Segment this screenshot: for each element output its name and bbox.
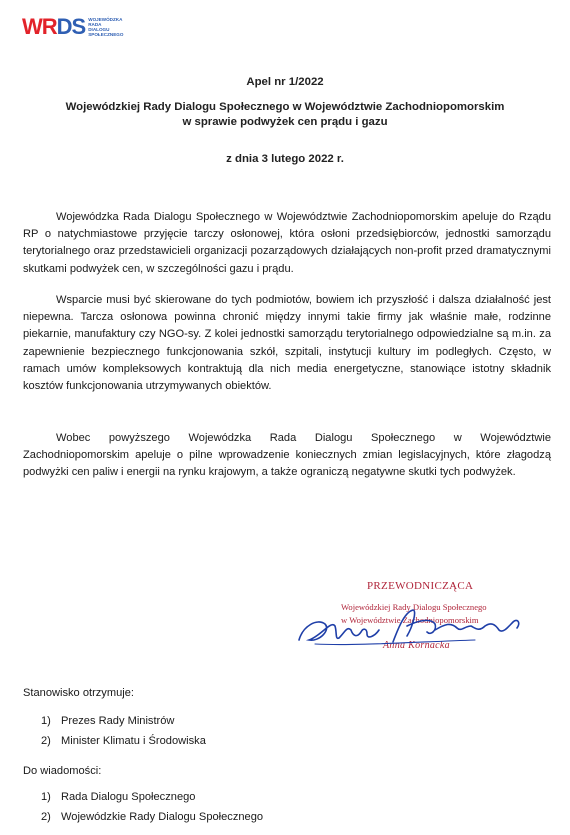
handwritten-signature [295,596,545,656]
list-item: 1) Prezes Rady Ministrów [41,715,175,727]
list-item: 2) Wojewódzkie Rady Dialogu Społecznego [41,811,264,823]
stamp-org-line2: w Województwie Zachodniopomorskim [341,615,479,625]
cc-title: Do wiadomości: [23,765,102,777]
paragraph-2: Wsparcie musi być skierowane do tych podmiotów, bowiem ich przyszłość i dalsza działalność jest niepewna. Tarcza osłonowa powinna chronić między innymi takie firmy jak właśnie małe, rodzinne piekarnie, manufaktury czy NGO-sy. Z kolei jednostki samorządu terytorialnego odpowiedzialne są m.in. za zapewnienie bezpiecznego funkcjonowania szkół, szpitali, instytucji kultury im podległych. Często, w ramach umów kompleksowych kontraktują dla nich media energetyczne, stanowiące istotny składnik kosztów funkcjonowania utrzymywanych obiektów. [23,294,551,393]
cc-list [41,787,263,827]
stamp-org-line1: Wojewódzkiej Rady Dialogu Społecznego [341,602,487,612]
list-item: 2) Minister Klimatu i Środowiska [41,735,206,747]
logo-text: WOJEWÓDZKA RADA DIALOGU SPOŁECZNEGO [88,16,124,38]
logo-mark: WRDS [22,14,86,39]
stamp-title: PRZEWODNICZĄCA [367,580,474,592]
paragraph-3: Wobec powyższego Wojewódzka Rada Dialogu Społecznego w Województwie Zachodniopomorskim apeluje o pilne wprowadzenie koniecznych zmian legislacyjnych, które złagodzą podwyżki cen paliw i energii na rynku krajowym, a także ograniczą negatywne skutki tych podwyżek. [23,432,551,479]
list-item: 1) Rada Dialogu Społecznego [41,791,196,803]
recipients-list [41,711,206,751]
document-title-line2: w sprawie podwyżek cen prądu i gazu [182,116,388,128]
document-number: Apel nr 1/2022 [246,76,324,88]
stamp-name: Anna Kornacka [383,640,450,651]
document-title-line1: Wojewódzkiej Rady Dialogu Społecznego w Województwie Zachodniopomorskim [65,101,505,113]
recipients-title: Stanowisko otrzymuje: [23,687,134,699]
paragraph-1: Wojewódzka Rada Dialogu Społecznego w Województwie Zachodniopomorskim apeluje do Rządu RP o natychmiastowe przyjęcie tarczy osłonowej, która osłoni przedsiębiorców, jednostki samorządu terytorialnego oraz przedstawicieli organizacji pozarządowych działających non-profit przed dramatycznymi skutkami podwyżek cen, w szczególności gazu i prądu. [23,211,551,275]
document-date: z dnia 3 lutego 2022 r. [226,153,344,165]
wrds-logo [22,14,128,40]
signature-block [295,580,545,665]
